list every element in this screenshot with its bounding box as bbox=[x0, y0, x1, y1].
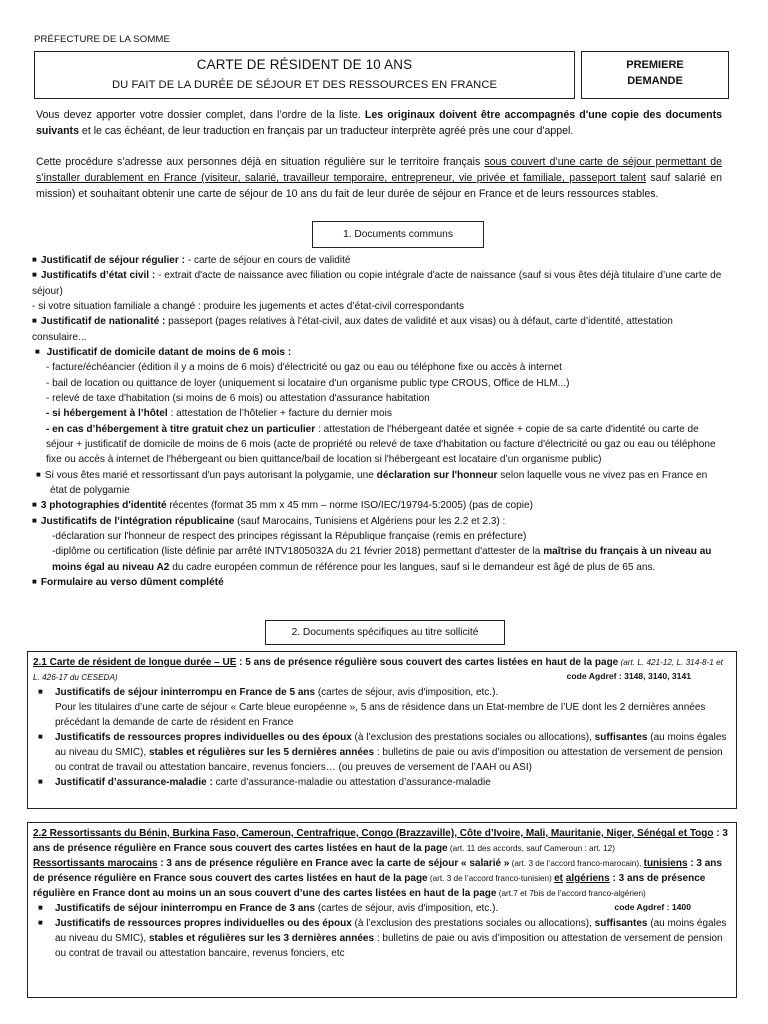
item-label: Justificatif de domicile datant de moins de 6 mois : bbox=[46, 346, 292, 358]
title-box bbox=[34, 51, 575, 99]
item-label: suffisantes bbox=[594, 732, 648, 743]
item-label: - si hébergement à l’hôtel bbox=[46, 408, 168, 420]
item-label: stables et régulières sur les 5 dernières années bbox=[148, 747, 375, 758]
item-label: maîtrise du français à un niveau au moins égal au niveau A2 bbox=[52, 546, 712, 573]
list-subitem: - facture/échéancier (édition il y a moins de 6 mois) d'électricité ou gaz ou eau ou téléphone fixe ou accès à internet bbox=[46, 362, 562, 374]
intro-text: Cette procédure s’adresse aux personnes déjà en situation régulière sur le territoire français bbox=[36, 156, 485, 168]
item-text: selon laquelle vous ne vivez pas en France en état de polygamie bbox=[50, 469, 708, 496]
item-label: Formulaire au verso dûment complété bbox=[40, 576, 224, 588]
agdref-code: code Agdref : 1400 bbox=[614, 902, 691, 912]
list-item bbox=[32, 468, 724, 499]
item-text: du cadre européen commun de référence pour les langues, sauf si le demandeur est âgé de plus de 65 ans. bbox=[169, 561, 656, 573]
nationality-label: Ressortissants marocains bbox=[33, 858, 158, 869]
intro-bold: Les originaux doivent être accompagnés d'une copie des documents suivants bbox=[36, 109, 722, 137]
item-label: Justificatifs de séjour ininterrompu en France de 5 ans bbox=[55, 687, 316, 698]
item-text: - carte de séjour en cours de validité bbox=[187, 255, 351, 266]
item-label: 3 photographies d'identité bbox=[40, 500, 167, 512]
condition-text: : 3 ans de présence régulière en France dont au moins un an sous couvert d’une des cartes listées en haut de la page bbox=[33, 873, 706, 899]
item-label: déclaration sur l'honneur bbox=[376, 469, 498, 481]
list-subitem: Pour les titulaires d’une carte de séjour « Carte bleue européenne », 5 ans de résidence dans un Etat-membre de l’UE dont les 2 dernières années précédant la demande de carte de résident en France bbox=[55, 702, 706, 728]
item-text: : bulletins de paie ou avis d’imposition ou attestation de versement de pension ou contrat de travail ou attestation bancaire, revenus fonciers, etc bbox=[55, 933, 723, 959]
item-text: (sauf Marocains, Tunisiens et Algériens pour les 2.2 et 2.3) : bbox=[234, 515, 506, 527]
list-subitem: - si votre situation familiale a changé : produire les jugements et actes d’état-civil correspondants bbox=[32, 300, 465, 312]
list-item bbox=[32, 345, 724, 360]
item-text: - extrait d'acte de naissance avec filiation ou copie intégrale d'acte de naissance (sauf si vous êtes déjà titulaire d’une carte de séjour) bbox=[32, 270, 722, 297]
list-subitem: -déclaration sur l'honneur de respect des principes régissant la République française (remis en préfecture) bbox=[52, 530, 527, 542]
section-2-2-box bbox=[27, 822, 737, 998]
section-2-1-title bbox=[33, 655, 731, 685]
legal-reference: (art. 3 de l’accord franco-marocain), bbox=[509, 859, 644, 868]
item-text: carte d’assurance-maladie ou attestation d’assurance-maladie bbox=[212, 777, 491, 788]
list-subitem: - relevé de taxe d'habitation (si moins de 6 mois) ou attestation d'assurance habitation bbox=[46, 392, 430, 404]
item-text: -diplôme ou certification (liste définie par arrêté INTV1805032A du 21 février 2018) permettant d'attester de la bbox=[52, 546, 544, 558]
list-item bbox=[32, 575, 724, 590]
list-item bbox=[32, 514, 724, 529]
demand-line-1: PREMIERE bbox=[626, 59, 684, 71]
item-label: Justificatifs de séjour ininterrompu en France de 3 ans bbox=[55, 903, 316, 914]
list-subitem bbox=[32, 422, 724, 468]
item-text: (à l’exclusion des prestations sociales ou allocations), bbox=[351, 918, 595, 929]
intro-paragraph-1 bbox=[36, 108, 722, 140]
item-label: Justificatif d’assurance-maladie : bbox=[55, 777, 213, 788]
intro-text: Vous devez apporter votre dossier complet, dans l’ordre de la liste. bbox=[36, 109, 365, 121]
list-item bbox=[32, 253, 724, 268]
section-title-bold: : 5 ans de présence régulière sous couvert des cartes listées en haut de la page bbox=[236, 657, 619, 668]
item-label: suffisantes bbox=[594, 918, 648, 929]
item-text: : attestation de l'hébergeant datée et signée + copie de sa carte d'identité ou carte de séjour + justificatif de domicile de moins de 6 mois (acte de propriété ou relevé de taxe d'habitation ou facture d'électricité ou gaz ou eau ou téléphone fixe ou accès à internet de l'hébergeant ou bien quittance/bail de location si l'hébergeant est locataire d’un organisme public) bbox=[46, 423, 716, 466]
item-label: Justificatif de nationalité : bbox=[40, 316, 166, 328]
intro-text: et le cas échéant, de leur traduction en français par un traducteur interprète agréé près une cour d'appel. bbox=[78, 124, 574, 137]
item-text: Si vous êtes marié et ressortissant d'un pays autorisant la polygamie, une bbox=[44, 469, 377, 481]
nationality-label: tunisiens bbox=[643, 858, 688, 869]
list-item bbox=[32, 314, 724, 345]
list-item bbox=[33, 730, 731, 775]
item-label: - en cas d’hébergement à titre gratuit chez un particulier bbox=[46, 423, 316, 435]
item-text: : attestation de l’hôtelier + facture du dernier mois bbox=[167, 408, 392, 420]
intro-text: sauf salarié en mission) et souhaitant obtenir une carte de séjour de 10 ans du fait de leur durée de séjour en France et de leurs ressources stables. bbox=[36, 171, 722, 200]
section-2-2-title bbox=[33, 826, 731, 856]
list-item bbox=[33, 916, 731, 961]
nationality-label: algériens bbox=[565, 873, 610, 884]
item-text: (au moins égales au niveau du SMIC), bbox=[55, 732, 727, 758]
item-text: (à l’exclusion des prestations sociales ou allocations), bbox=[351, 732, 595, 743]
section-2-1-box bbox=[27, 651, 737, 809]
conjunction: et bbox=[554, 873, 564, 884]
item-text: : bulletins de paie ou avis d’imposition ou attestation de versement de pension ou contrat de travail ou attestation bancaire, revenus fonciers… (ou preuves de versement de l’AAH ou ASI) bbox=[55, 747, 723, 773]
item-label: stables et régulières sur les 3 dernières années bbox=[148, 933, 375, 944]
document-title: CARTE DE RÉSIDENT DE 10 ANS bbox=[196, 57, 413, 72]
list-item bbox=[32, 498, 724, 513]
item-label: Justificatifs de ressources propres individuelles ou des époux bbox=[55, 732, 352, 743]
item-label: Justificatifs de ressources propres individuelles ou des époux bbox=[55, 918, 352, 929]
legal-reference: (art. 3 de l’accord franco-tunisien) bbox=[427, 874, 555, 883]
legal-reference: (art.7 et 7bis de l’accord franco-algérien) bbox=[496, 889, 646, 898]
list-subitem bbox=[32, 544, 724, 575]
item-text: récentes (format 35 mm x 45 mm – norme ISO/IEC/19794-5:2005) (pas de copie) bbox=[166, 500, 533, 512]
prefecture-name: PRÉFECTURE DE LA SOMME bbox=[34, 34, 171, 45]
item-text: (cartes de séjour, avis d'imposition, etc.). bbox=[315, 903, 499, 914]
section-title-bold: : 3 ans de présence régulière en France sous couvert des cartes listées en haut de la page bbox=[33, 828, 728, 854]
item-text: (cartes de séjour, avis d'imposition, etc.). bbox=[315, 687, 499, 698]
list-item bbox=[32, 268, 724, 299]
legal-reference: (art. 11 des accords, sauf Cameroun : art. 12) bbox=[447, 844, 615, 853]
item-text: (au moins égales au niveau du SMIC), bbox=[55, 918, 727, 944]
section-title-underlined: 2.1 Carte de résident de longue durée – UE bbox=[33, 657, 237, 668]
demand-type-box bbox=[581, 51, 729, 99]
item-label: Justificatif de séjour régulier : bbox=[40, 255, 188, 266]
condition-text: : 3 ans de présence régulière en France sous couvert des cartes listées en haut de la page bbox=[33, 858, 722, 884]
legal-reference: (art. L. 421-12, L. 314-8-1 et L. 426-17 du CESEDA) bbox=[33, 658, 723, 682]
list-item bbox=[33, 685, 731, 700]
demand-line-2: DEMANDE bbox=[627, 74, 683, 87]
condition-text: : 3 ans de présence régulière en France avec la carte de séjour « salarié » bbox=[157, 858, 510, 869]
section-1-heading: 1. Documents communs bbox=[312, 221, 484, 248]
item-label: Justificatifs de l’intégration républicaine bbox=[40, 515, 235, 527]
section-2-heading: 2. Documents spécifiques au titre sollicité bbox=[265, 620, 505, 645]
list-subitem bbox=[32, 406, 724, 421]
section-title-underlined: 2.2 Ressortissants du Bénin, Burkina Faso, Cameroun, Centrafrique, Congo (Brazzaville), Côte d’Ivoire, Mali, Mauritanie, Niger, Sénégal et Togo bbox=[33, 828, 714, 839]
intro-paragraph-2 bbox=[36, 155, 722, 203]
intro-underlined: sous couvert d’une carte de séjour permettant de s’installer durablement en France (visiteur, salarié, travailleur temporaire, entrepreneur, vie privée et familiale, passeport talent bbox=[36, 156, 722, 184]
agdref-code: code Agdref : 3148, 3140, 3141 bbox=[566, 671, 691, 681]
common-documents-list bbox=[32, 253, 724, 590]
document-subtitle: DU FAIT DE LA DURÉE DE SÉJOUR ET DES RESSOURCES EN FRANCE bbox=[111, 79, 498, 92]
item-text: passeport (pages relatives à l'état-civil, aux dates de validité et aux visas) ou à défaut, carte d’identité, attestation consulaire... bbox=[32, 316, 673, 343]
item-label: Justificatifs d’état civil : bbox=[40, 270, 159, 282]
list-item bbox=[33, 775, 731, 790]
list-subitem: - bail de location ou quittance de loyer (uniquement si locataire d'un organisme public type CROUS, Office de HLM...) bbox=[46, 377, 570, 389]
